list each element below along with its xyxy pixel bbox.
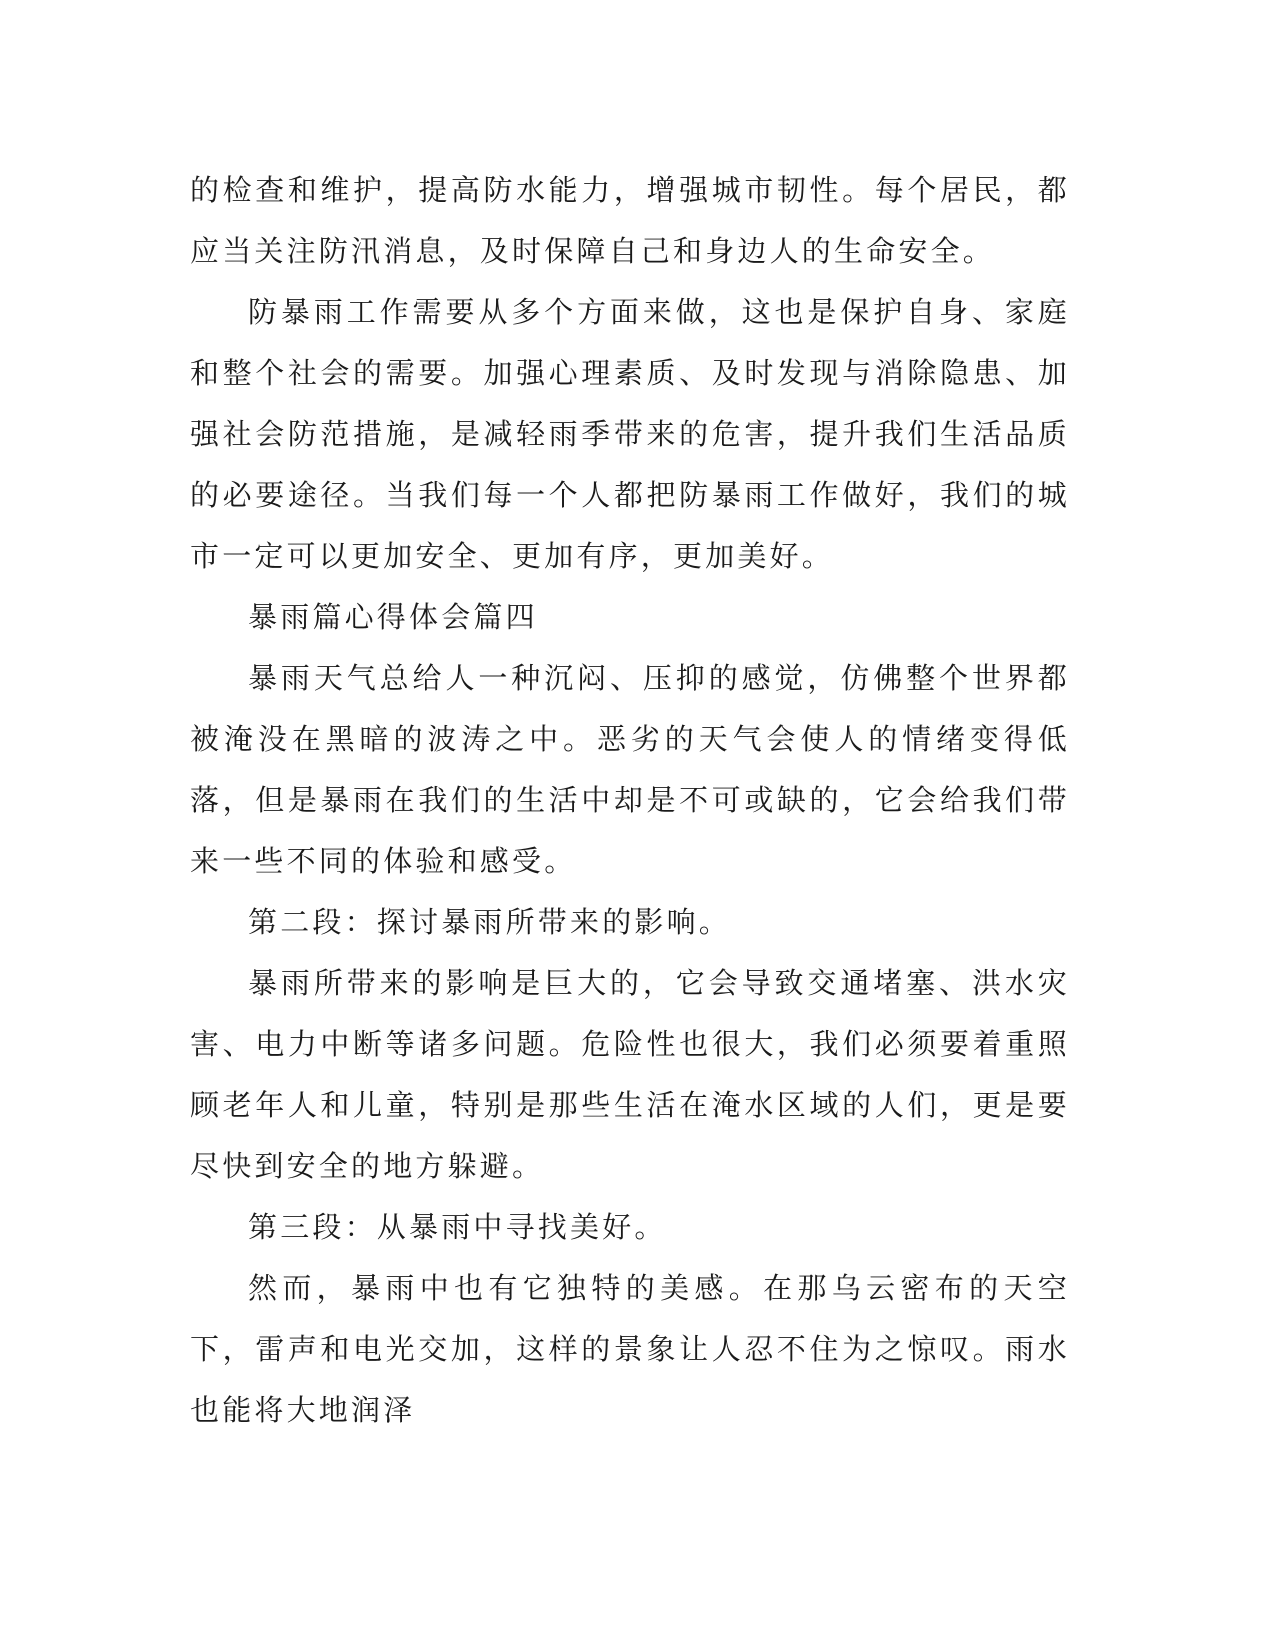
paragraph-rainstorm-impact: 暴雨所带来的影响是巨大的，它会导致交通堵塞、洪水灾害、电力中断等诸多问题。危险性也很大，我们必须要着重照顾老年人和儿童，特别是那些生活在淹水区域的人们，更是要尽快到安全的地方躲避。 bbox=[190, 966, 1070, 1183]
section-heading-part-four: 暴雨篇心得体会篇四 bbox=[248, 600, 538, 634]
section-heading-third: 第三段：从暴雨中寻找美好。 bbox=[248, 1210, 667, 1244]
document-body bbox=[190, 160, 1070, 1441]
section-heading-second: 第二段：探讨暴雨所带来的影响。 bbox=[248, 905, 732, 939]
paragraph-rainstorm-beauty: 然而，暴雨中也有它独特的美感。在那乌云密布的天空下，雷声和电光交加，这样的景象让人忍不住为之惊叹。雨水也能将大地润泽 bbox=[190, 1271, 1070, 1427]
paragraph-rainstorm-feeling: 暴雨天气总给人一种沉闷、压抑的感觉，仿佛整个世界都被淹没在黑暗的波涛之中。恶劣的天气会使人的情绪变得低落，但是暴雨在我们的生活中却是不可或缺的，它会给我们带来一些不同的体验和感受。 bbox=[190, 661, 1070, 878]
paragraph-continuation: 的检查和维护，提高防水能力，增强城市韧性。每个居民，都应当关注防汛消息，及时保障自己和身边人的生命安全。 bbox=[190, 173, 1070, 268]
paragraph-disaster-prevention: 防暴雨工作需要从多个方面来做，这也是保护自身、家庭和整个社会的需要。加强心理素质、及时发现与消除隐患、加强社会防范措施，是减轻雨季带来的危害，提升我们生活品质的必要途径。当我们每一个人都把防暴雨工作做好，我们的城市一定可以更加安全、更加有序，更加美好。 bbox=[190, 295, 1070, 573]
